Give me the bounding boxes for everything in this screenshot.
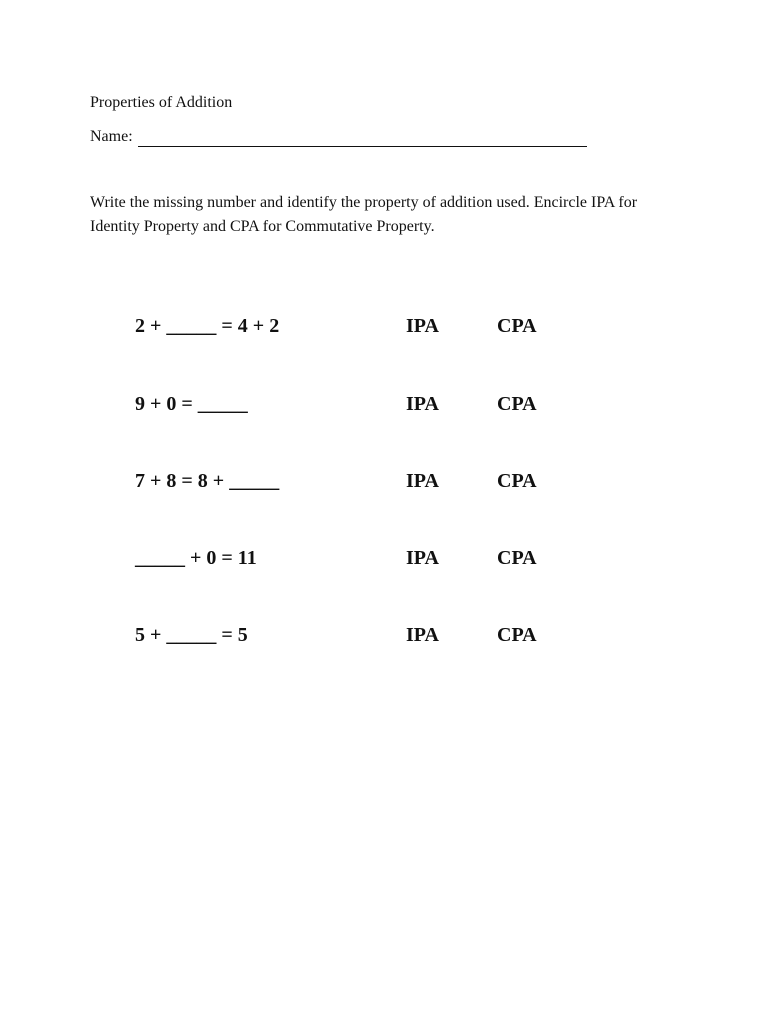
option-ipa[interactable]: IPA [406, 624, 439, 646]
name-row [90, 127, 587, 147]
instructions-text: Write the missing number and identify the property of addition used. Encircle IPA for Identity Property and CPA for Commutative Property. [90, 194, 638, 235]
problem-row-3 [0, 468, 768, 494]
problem-equation: 9 + 0 = _____ [135, 393, 248, 415]
name-blank-line[interactable] [138, 130, 587, 147]
problem-equation: 2 + _____ = 4 + 2 [135, 315, 280, 337]
option-cpa[interactable]: CPA [497, 470, 537, 492]
problem-row-5 [0, 622, 768, 648]
option-ipa[interactable]: IPA [406, 470, 439, 492]
option-cpa[interactable]: CPA [497, 624, 537, 646]
problem-row-2 [0, 391, 768, 417]
option-ipa[interactable]: IPA [406, 393, 439, 415]
option-ipa[interactable]: IPA [406, 315, 439, 337]
problem-equation: _____ + 0 = 11 [135, 547, 257, 569]
option-ipa[interactable]: IPA [406, 547, 439, 569]
option-cpa[interactable]: CPA [497, 547, 537, 569]
problem-equation: 5 + _____ = 5 [135, 624, 248, 646]
problem-row-4 [0, 545, 768, 571]
option-cpa[interactable]: CPA [497, 315, 537, 337]
option-cpa[interactable]: CPA [497, 393, 537, 415]
name-label: Name: [90, 128, 133, 145]
problem-equation: 7 + 8 = 8 + _____ [135, 470, 280, 492]
worksheet-title: Properties of Addition [90, 94, 233, 111]
problem-row-1 [0, 313, 768, 339]
